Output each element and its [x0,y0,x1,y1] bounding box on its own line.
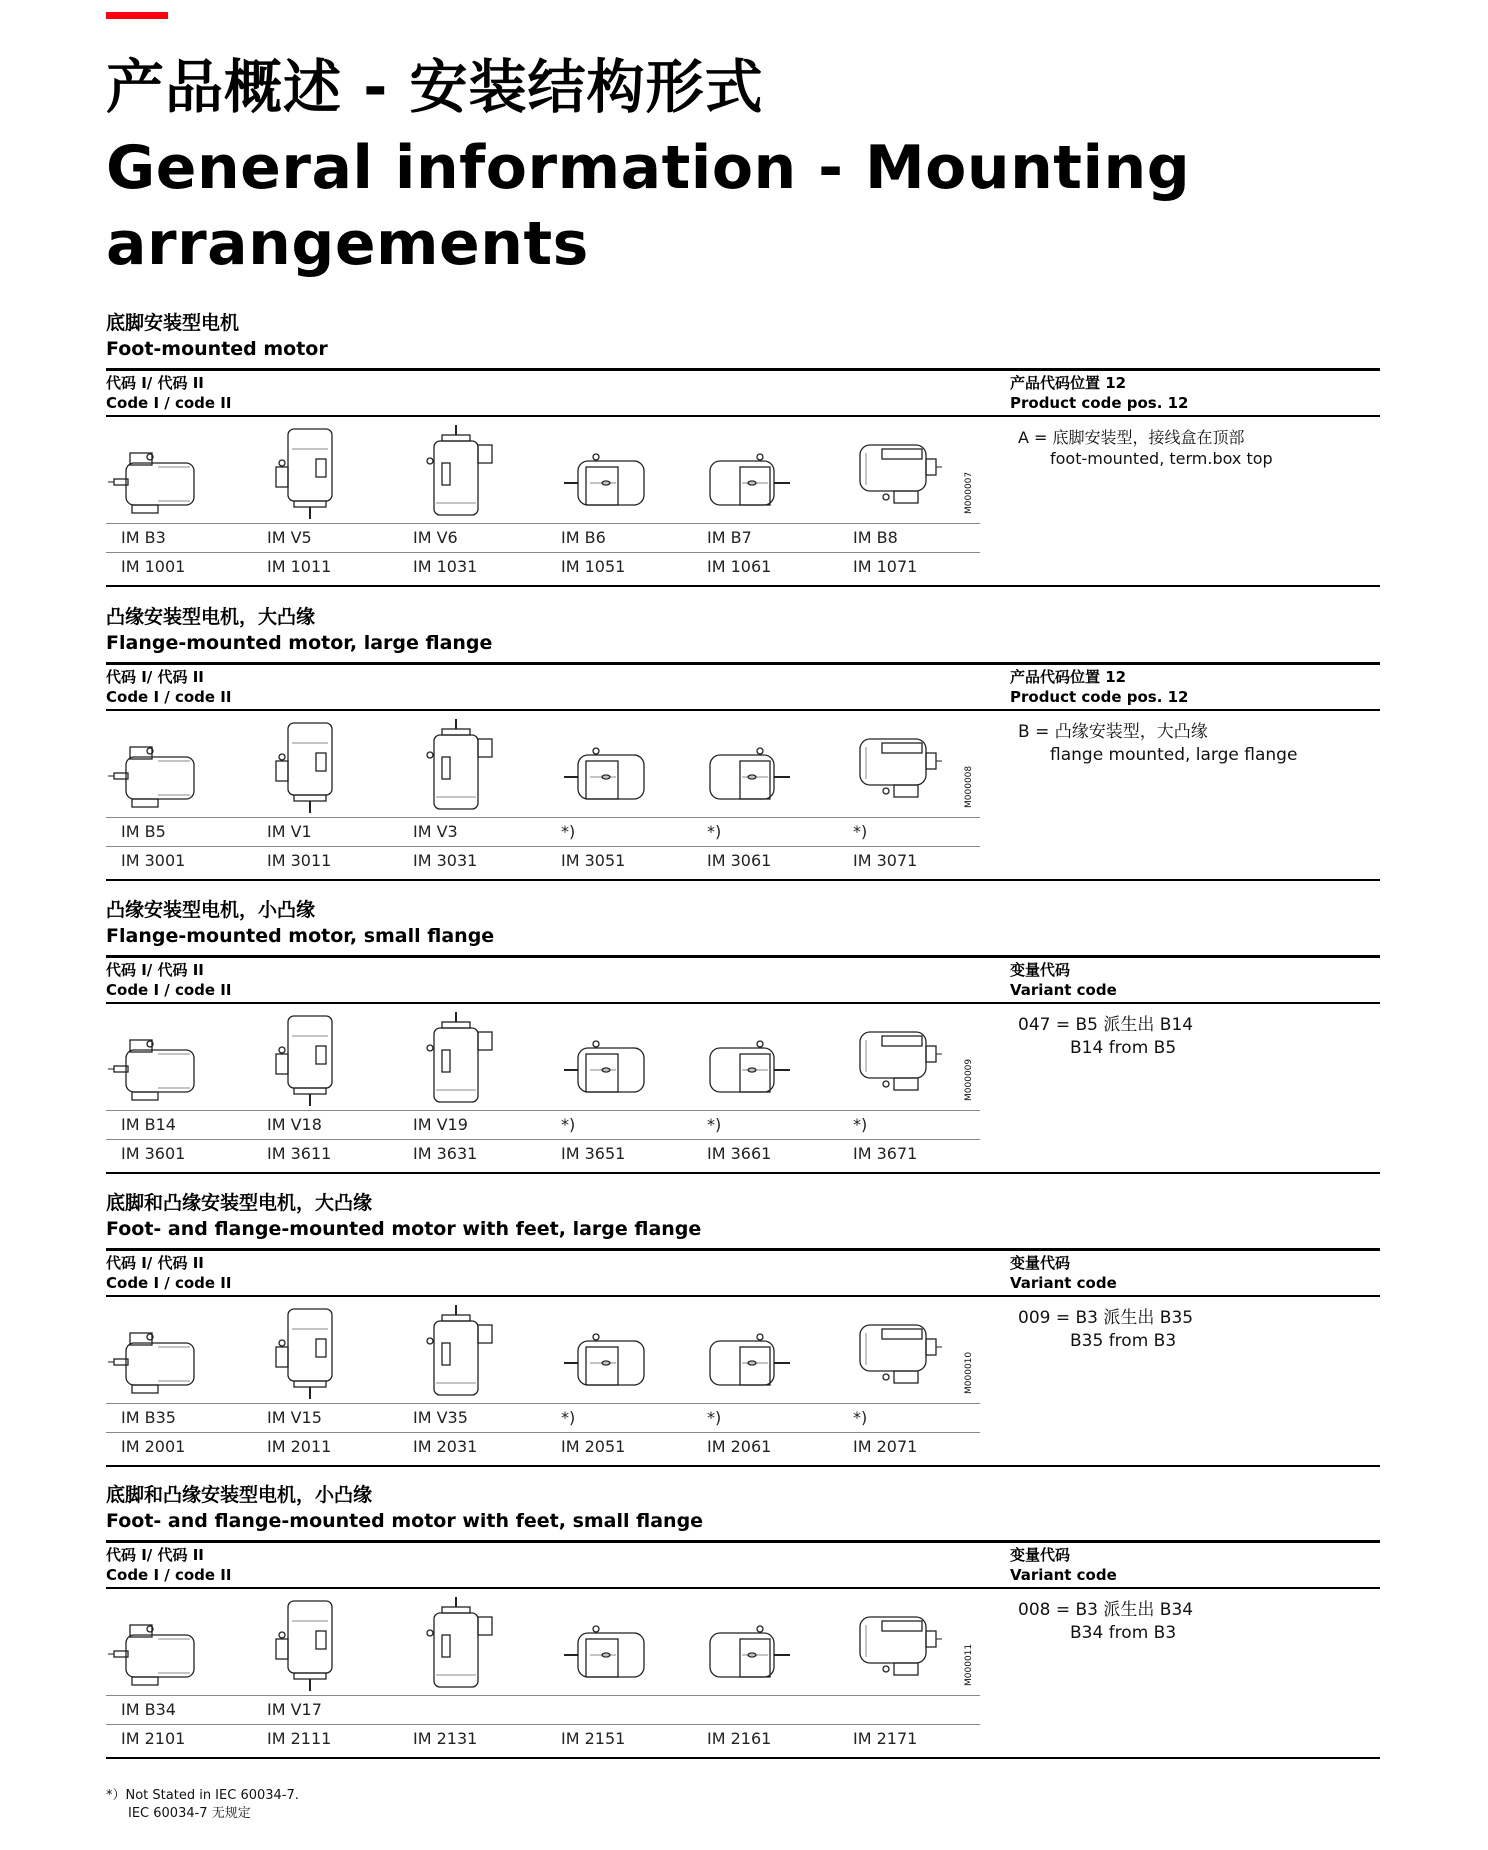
motor-wall-mount-right-icon [696,1595,806,1695]
code-ii-cell: IM 1001 [121,557,186,576]
code-header-en: Code I / code II [106,688,232,706]
motor-vertical-shaft-up-icon [402,1010,512,1110]
code-i-cell: IM B3 [121,528,166,547]
section-title-zh: 底脚和凸缘安装型电机，大凸缘 [106,1192,373,1214]
code-ii-cell: IM 1061 [707,557,772,576]
motor-vertical-shaft-down-icon [256,423,366,523]
motor-ceiling-mount-icon [842,423,952,523]
mounting-drawings [106,1010,981,1110]
right-header-en: Variant code [1010,981,1117,999]
footnote-line1: *）Not Stated in IEC 60034-7. [106,1788,299,1803]
right-header-zh: 变量代码 [1010,1546,1071,1564]
section-header-row [106,958,1380,1002]
mounting-section [106,604,1380,881]
section-body [106,1297,1380,1467]
right-header-en: Product code pos. 12 [1010,394,1189,412]
section-header-row [106,1251,1380,1295]
code-i-cell: *) [561,822,576,841]
code-ii-cell: IM 2161 [707,1729,772,1748]
motor-ceiling-mount-icon [842,1595,952,1695]
variant-note-line1: 047 = B5 派生出 B14 [1018,1015,1194,1035]
variant-note-line2: B34 from B3 [1070,1623,1177,1643]
code-ii-cell: IM 3071 [853,851,918,870]
motor-horizontal-foot-icon [106,717,216,817]
code-i-cell: *) [853,822,868,841]
motor-vertical-shaft-up-icon [402,717,512,817]
motor-wall-mount-right-icon [696,717,806,817]
code-ii-row [106,553,980,581]
code-header-en: Code I / code II [106,1274,232,1292]
code-i-cell: IM B5 [121,822,166,841]
motor-ceiling-mount-icon [842,1303,952,1403]
section-title-zh: 凸缘安装型电机，大凸缘 [106,606,316,628]
code-i-row [106,524,980,552]
code-ii-cell: IM 1031 [413,557,478,576]
code-ii-cell: IM 3061 [707,851,772,870]
motor-ceiling-mount-icon [842,1010,952,1110]
variant-note [1018,1307,1193,1353]
code-ii-cell: IM 2051 [561,1437,626,1456]
mounting-drawings [106,717,981,817]
code-i-cell: IM V18 [267,1115,322,1134]
variant-note [1018,1014,1193,1060]
code-ii-cell: IM 2171 [853,1729,918,1748]
variant-note-line2: B35 from B3 [1070,1331,1177,1351]
mounting-section [106,1482,1380,1759]
code-i-cell: IM B14 [121,1115,176,1134]
section-title-zh: 底脚安装型电机 [106,312,240,334]
code-ii-cell: IM 2111 [267,1729,332,1748]
right-header-zh: 产品代码位置 12 [1010,374,1127,392]
code-ii-cell: IM 2011 [267,1437,332,1456]
variant-note-line1: B = 凸缘安装型，大凸缘 [1018,722,1208,742]
code-i-row [106,1111,980,1139]
motor-wall-mount-left-icon [550,717,660,817]
section-header-row [106,665,1380,709]
motor-wall-mount-right-icon [696,1010,806,1110]
code-i-cell: *) [853,1115,868,1134]
section-title-en: Foot- and flange-mounted motor with feet, large flange [106,1218,702,1240]
section-title-zh: 底脚和凸缘安装型电机，小凸缘 [106,1484,373,1506]
variant-note-line2: B14 from B5 [1070,1038,1177,1058]
motor-wall-mount-right-icon [696,423,806,523]
code-ii-cell: IM 2131 [413,1729,478,1748]
code-header-en: Code I / code II [106,1566,232,1584]
page-title [106,44,1406,282]
section-header-row [106,371,1380,415]
code-ii-cell: IM 3051 [561,851,626,870]
code-i-cell: IM V3 [413,822,458,841]
code-i-row [106,1696,980,1724]
code-i-cell: IM V19 [413,1115,468,1134]
motor-vertical-shaft-down-icon [256,1303,366,1403]
code-i-cell: IM B34 [121,1700,176,1719]
drawing-code: M000011 [964,1643,974,1687]
code-ii-cell: IM 2061 [707,1437,772,1456]
footnote [106,1787,299,1823]
section-bottom-rule [106,1465,1380,1467]
variant-note-line1: 008 = B3 派生出 B34 [1018,1600,1194,1620]
brand-accent-bar [106,12,168,19]
right-header-en: Product code pos. 12 [1010,688,1189,706]
motor-ceiling-mount-icon [842,717,952,817]
section-title-en: Flange-mounted motor, large flange [106,632,493,654]
section-title-en: Foot- and flange-mounted motor with feet, small flange [106,1510,704,1532]
section-body [106,1589,1380,1759]
section-bottom-rule [106,1172,1380,1174]
code-i-cell: IM V17 [267,1700,322,1719]
footnote-line2: IEC 60034-7 无规定 [128,1806,251,1821]
code-ii-cell: IM 3611 [267,1144,332,1163]
code-ii-cell: IM 1011 [267,557,332,576]
motor-horizontal-foot-icon [106,1595,216,1695]
code-header-en: Code I / code II [106,394,232,412]
code-i-cell: *) [561,1408,576,1427]
code-header-en: Code I / code II [106,981,232,999]
variant-note [1018,427,1273,469]
section-bottom-rule [106,879,1380,881]
motor-vertical-shaft-down-icon [256,1595,366,1695]
code-i-cell: IM V6 [413,528,458,547]
code-header-zh: 代码 I/ 代码 II [106,1546,204,1564]
mounting-drawings [106,423,981,523]
motor-wall-mount-left-icon [550,1595,660,1695]
right-header-zh: 变量代码 [1010,1254,1071,1272]
motor-horizontal-foot-icon [106,1303,216,1403]
code-i-row [106,1404,980,1432]
variant-note [1018,1599,1193,1645]
code-i-cell: IM B7 [707,528,752,547]
motor-vertical-shaft-down-icon [256,717,366,817]
code-i-cell: *) [853,1408,868,1427]
code-i-row [106,818,980,846]
mounting-section [106,897,1380,1174]
section-body [106,417,1380,587]
code-ii-cell: IM 1071 [853,557,918,576]
page-title-en-line2: arrangements [106,209,589,279]
code-ii-cell: IM 2031 [413,1437,478,1456]
code-i-cell: *) [707,1408,722,1427]
code-ii-cell: IM 2151 [561,1729,626,1748]
variant-note-line2: foot-mounted, term.box top [1050,449,1273,468]
code-ii-cell: IM 1051 [561,557,626,576]
code-header-zh: 代码 I/ 代码 II [106,1254,204,1272]
section-title-zh: 凸缘安装型电机，小凸缘 [106,899,316,921]
motor-vertical-shaft-up-icon [402,1595,512,1695]
motor-wall-mount-left-icon [550,423,660,523]
variant-note-line2: flange mounted, large flange [1050,745,1298,765]
drawing-code: M000008 [964,765,974,809]
code-i-cell: *) [561,1115,576,1134]
right-header-zh: 变量代码 [1010,961,1071,979]
code-ii-row [106,1140,980,1168]
code-ii-cell: IM 3601 [121,1144,186,1163]
code-ii-cell: IM 2001 [121,1437,186,1456]
motor-wall-mount-left-icon [550,1303,660,1403]
code-ii-cell: IM 2071 [853,1437,918,1456]
variant-note-line1: 009 = B3 派生出 B35 [1018,1308,1194,1328]
code-i-cell: IM V15 [267,1408,322,1427]
code-ii-cell: IM 2101 [121,1729,186,1748]
code-ii-row [106,847,980,875]
motor-vertical-shaft-down-icon [256,1010,366,1110]
drawing-code: M000007 [964,471,974,515]
motor-horizontal-foot-icon [106,423,216,523]
code-i-cell: *) [707,822,722,841]
section-title-en: Flange-mounted motor, small flange [106,925,495,947]
variant-note [1018,721,1297,767]
code-header-zh: 代码 I/ 代码 II [106,668,204,686]
section-body [106,711,1380,881]
code-ii-cell: IM 3031 [413,851,478,870]
code-i-cell: IM B8 [853,528,898,547]
section-title-en: Foot-mounted motor [106,338,328,360]
mounting-drawings [106,1595,981,1695]
code-ii-row [106,1433,980,1461]
code-i-cell: IM V1 [267,822,312,841]
code-i-cell: IM B35 [121,1408,176,1427]
code-i-cell: IM B6 [561,528,606,547]
code-i-cell: *) [707,1115,722,1134]
code-ii-cell: IM 3661 [707,1144,772,1163]
code-i-cell: IM V35 [413,1408,468,1427]
section-header-row [106,1543,1380,1587]
code-ii-cell: IM 3671 [853,1144,918,1163]
code-i-cell: IM V5 [267,528,312,547]
section-bottom-rule [106,1757,1380,1759]
code-header-zh: 代码 I/ 代码 II [106,961,204,979]
code-ii-cell: IM 3011 [267,851,332,870]
motor-vertical-shaft-up-icon [402,1303,512,1403]
drawing-code: M000009 [964,1058,974,1102]
motor-horizontal-foot-icon [106,1010,216,1110]
code-ii-cell: IM 3631 [413,1144,478,1163]
mounting-drawings [106,1303,981,1403]
right-header-zh: 产品代码位置 12 [1010,668,1127,686]
motor-wall-mount-left-icon [550,1010,660,1110]
page-title-en-line1: General information - Mounting [106,133,1191,203]
section-body [106,1004,1380,1174]
mounting-section [106,310,1380,587]
code-ii-cell: IM 3651 [561,1144,626,1163]
page-title-zh: 产品概述 - 安装结构形式 [106,53,764,121]
motor-vertical-shaft-up-icon [402,423,512,523]
drawing-code: M000010 [964,1351,974,1395]
right-header-en: Variant code [1010,1274,1117,1292]
right-header-en: Variant code [1010,1566,1117,1584]
variant-note-line1: A = 底脚安装型，接线盒在顶部 [1018,428,1245,447]
motor-wall-mount-right-icon [696,1303,806,1403]
section-bottom-rule [106,585,1380,587]
code-ii-row [106,1725,980,1753]
code-header-zh: 代码 I/ 代码 II [106,374,204,392]
code-ii-cell: IM 3001 [121,851,186,870]
mounting-section [106,1190,1380,1467]
